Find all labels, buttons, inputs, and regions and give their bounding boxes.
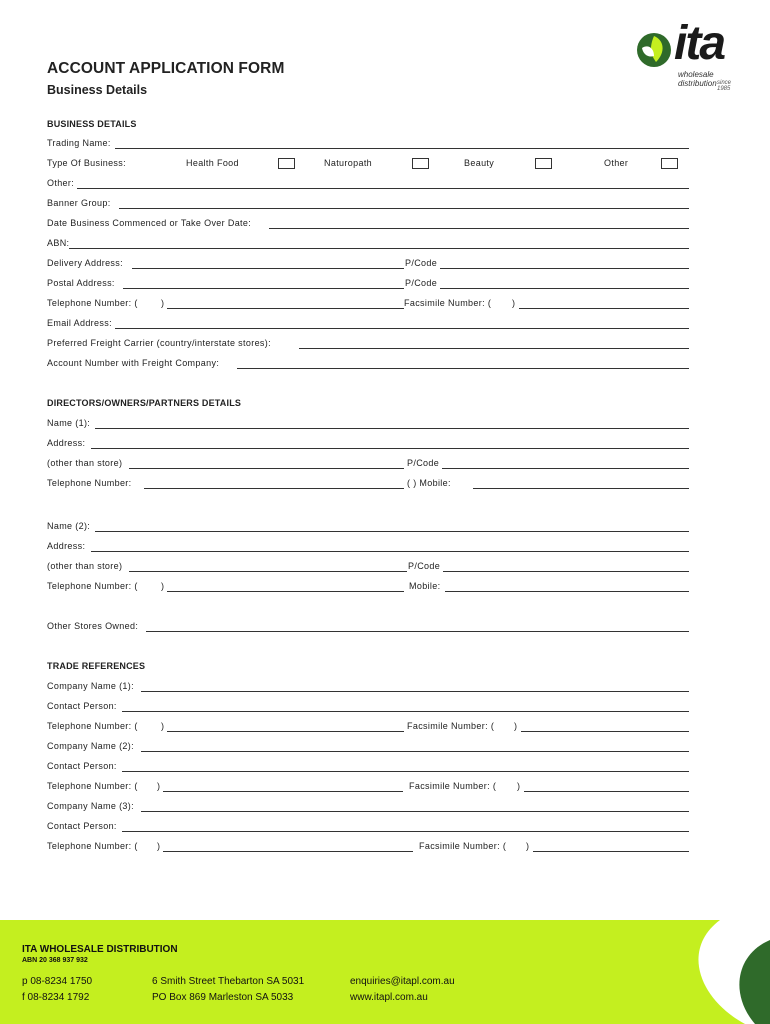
date-commenced-field[interactable] [47, 216, 689, 230]
other-stores-label: Other Stores Owned: [47, 621, 139, 631]
logo-leaf-icon [634, 30, 674, 70]
trading-name-field[interactable] [47, 136, 689, 150]
delivery-address-line[interactable] [132, 268, 404, 269]
trade2-contact-line[interactable] [122, 771, 689, 772]
trade3-phone-row [47, 839, 689, 853]
director1-phone-label: Telephone Number: [47, 478, 132, 488]
director2-phone-line[interactable] [167, 591, 404, 592]
other-field[interactable] [47, 176, 689, 190]
postal-address-line[interactable] [123, 288, 404, 289]
footer-fax: f 08-8234 1792 [22, 992, 90, 1003]
other-checkbox[interactable] [661, 158, 678, 169]
trade3-company-field[interactable] [47, 799, 689, 813]
trade2-fax-paren: ) [517, 781, 521, 791]
trade1-phone-row [47, 719, 689, 733]
trade3-phone-paren: ) [157, 841, 161, 851]
freight-account-label: Account Number with Freight Company: [47, 358, 220, 368]
section-heading-directors: DIRECTORS/OWNERS/PARTNERS DETAILS [47, 398, 242, 408]
abn-label: ABN: [47, 238, 70, 248]
business-phone-row [47, 296, 689, 310]
trade2-company-field[interactable] [47, 739, 689, 753]
director1-phone-line[interactable] [144, 488, 404, 489]
footer-bar [0, 920, 770, 1024]
trade1-fax-line[interactable] [521, 731, 689, 732]
trade3-company-label: Company Name (3): [47, 801, 134, 811]
postal-pcode-line[interactable] [440, 288, 689, 289]
other-stores-field[interactable] [47, 619, 689, 633]
director1-mobile-label: ( ) Mobile: [407, 478, 451, 488]
trade2-phone-label: Telephone Number: ( [47, 781, 138, 791]
director2-phone-paren: ) [161, 581, 165, 591]
director1-address-label: Address: [47, 438, 86, 448]
director1-pcode-label: P/Code [407, 458, 440, 468]
health-food-label: Health Food [186, 158, 239, 168]
postal-address-label: Postal Address: [47, 278, 115, 288]
trade3-phone-label: Telephone Number: ( [47, 841, 138, 851]
director1-pcode-line[interactable] [442, 468, 689, 469]
trade1-fax-paren: ) [514, 721, 518, 731]
footer-leaf-icon [660, 920, 770, 1024]
postal-pcode-label: P/Code [405, 278, 438, 288]
email-line[interactable] [115, 328, 689, 329]
director2-address2-line[interactable] [129, 571, 407, 572]
health-food-checkbox[interactable] [278, 158, 295, 169]
director2-name-line[interactable] [95, 531, 689, 532]
freight-carrier-label: Preferred Freight Carrier (country/interstate stores): [47, 338, 271, 348]
trading-name-label: Trading Name: [47, 138, 111, 148]
director1-mobile-line[interactable] [473, 488, 689, 489]
trade3-fax-label: Facsimile Number: ( [419, 841, 507, 851]
trade1-phone-label: Telephone Number: ( [47, 721, 138, 731]
director1-name-field[interactable] [47, 416, 689, 430]
naturopath-label: Naturopath [324, 158, 373, 168]
director1-address-line[interactable] [91, 448, 689, 449]
other-stores-line[interactable] [146, 631, 689, 632]
trade2-phone-paren: ) [157, 781, 161, 791]
trade2-contact-field[interactable] [47, 759, 689, 773]
abn-line[interactable] [69, 248, 689, 249]
delivery-address-label: Delivery Address: [47, 258, 123, 268]
section-heading-trade: TRADE REFERENCES [47, 661, 146, 671]
trade2-phone-line[interactable] [163, 791, 403, 792]
email-label: Email Address: [47, 318, 112, 328]
form-subtitle: Business Details [47, 83, 148, 97]
trade1-contact-field[interactable] [47, 699, 689, 713]
beauty-checkbox[interactable] [535, 158, 552, 169]
director1-phone-row [47, 476, 689, 490]
trade1-contact-line[interactable] [122, 711, 689, 712]
postal-address-row [47, 276, 689, 290]
director1-address2-line[interactable] [129, 468, 404, 469]
other-line[interactable] [77, 188, 689, 189]
business-fax-label: Facsimile Number: ( [404, 298, 492, 308]
trade1-company-label: Company Name (1): [47, 681, 134, 691]
freight-account-field[interactable] [47, 356, 689, 370]
freight-account-line[interactable] [237, 368, 689, 369]
director1-name-label: Name (1): [47, 418, 91, 428]
trade1-company-line[interactable] [141, 691, 689, 692]
trading-name-line[interactable] [115, 148, 689, 149]
abn-field[interactable] [47, 236, 689, 250]
delivery-pcode-line[interactable] [440, 268, 689, 269]
business-phone-label: Telephone Number: ( [47, 298, 138, 308]
banner-group-field[interactable] [47, 196, 689, 210]
director2-mobile-label: Mobile: [409, 581, 441, 591]
trade1-company-field[interactable] [47, 679, 689, 693]
trade2-fax-label: Facsimile Number: ( [409, 781, 497, 791]
naturopath-checkbox[interactable] [412, 158, 429, 169]
director2-address-label: Address: [47, 541, 86, 551]
freight-carrier-field[interactable] [47, 336, 689, 350]
footer-website-link[interactable]: www.itapl.com.au [350, 992, 428, 1003]
email-field[interactable] [47, 316, 689, 330]
director2-phone-label: Telephone Number: ( [47, 581, 138, 591]
date-commenced-line[interactable] [269, 228, 689, 229]
date-commenced-label: Date Business Commenced or Take Over Date: [47, 218, 252, 228]
beauty-label: Beauty [464, 158, 495, 168]
trade2-company-line[interactable] [141, 751, 689, 752]
business-fax-paren: ) [512, 298, 516, 308]
ita-logo [634, 17, 744, 92]
director1-address-field[interactable] [47, 436, 689, 450]
trade3-contact-line[interactable] [122, 831, 689, 832]
business-type-row [47, 156, 689, 170]
trade3-fax-line[interactable] [533, 851, 689, 852]
business-type-label: Type Of Business: [47, 158, 126, 168]
business-phone-paren: ) [161, 298, 165, 308]
section-heading-business: BUSINESS DETAILS [47, 119, 137, 129]
logo-since: since 1985 [717, 80, 732, 92]
director2-address-line[interactable] [91, 551, 689, 552]
director2-name-field[interactable] [47, 519, 689, 533]
business-phone-line[interactable] [167, 308, 404, 309]
director2-other-than-store-label: (other than store) [47, 561, 123, 571]
delivery-pcode-label: P/Code [405, 258, 438, 268]
trade2-company-label: Company Name (2): [47, 741, 134, 751]
freight-carrier-line[interactable] [299, 348, 689, 349]
director2-pcode-line[interactable] [443, 571, 689, 572]
other-label: Other: [47, 178, 75, 188]
trade3-fax-paren: ) [526, 841, 530, 851]
director2-mobile-line[interactable] [445, 591, 689, 592]
footer-phone: p 08-8234 1750 [22, 976, 93, 987]
trade1-contact-label: Contact Person: [47, 701, 117, 711]
form-title: ACCOUNT APPLICATION FORM [47, 60, 285, 77]
other-option-label: Other [604, 158, 629, 168]
trade2-phone-row [47, 779, 689, 793]
logo-tagline: wholesale distribution [678, 70, 717, 88]
footer-email-link[interactable]: enquiries@itapl.com.au [350, 976, 455, 987]
banner-group-label: Banner Group: [47, 198, 111, 208]
director1-other-than-store-label: (other than store) [47, 458, 123, 468]
footer-abn: ABN 20 368 937 932 [22, 957, 88, 964]
logo-wordmark: ita [674, 17, 725, 70]
footer-po-box: PO Box 869 Marleston SA 5033 [152, 992, 294, 1003]
trade1-phone-paren: ) [161, 721, 165, 731]
director2-pcode-label: P/Code [408, 561, 441, 571]
trade2-fax-line[interactable] [524, 791, 689, 792]
business-fax-line[interactable] [519, 308, 689, 309]
director2-phone-row [47, 579, 689, 593]
director1-name-line[interactable] [95, 428, 689, 429]
banner-group-line[interactable] [119, 208, 689, 209]
director2-address-field[interactable] [47, 539, 689, 553]
trade2-contact-label: Contact Person: [47, 761, 117, 771]
director2-name-label: Name (2): [47, 521, 91, 531]
trade1-phone-line[interactable] [167, 731, 404, 732]
trade3-phone-line[interactable] [163, 851, 413, 852]
trade3-company-line[interactable] [141, 811, 689, 812]
trade3-contact-label: Contact Person: [47, 821, 117, 831]
footer-street-address: 6 Smith Street Thebarton SA 5031 [152, 976, 305, 987]
trade1-fax-label: Facsimile Number: ( [407, 721, 495, 731]
director2-address2-row [47, 559, 689, 573]
trade3-contact-field[interactable] [47, 819, 689, 833]
footer-company-name: ITA WHOLESALE DISTRIBUTION [22, 944, 178, 955]
delivery-address-row [47, 256, 689, 270]
director1-address2-row [47, 456, 689, 470]
